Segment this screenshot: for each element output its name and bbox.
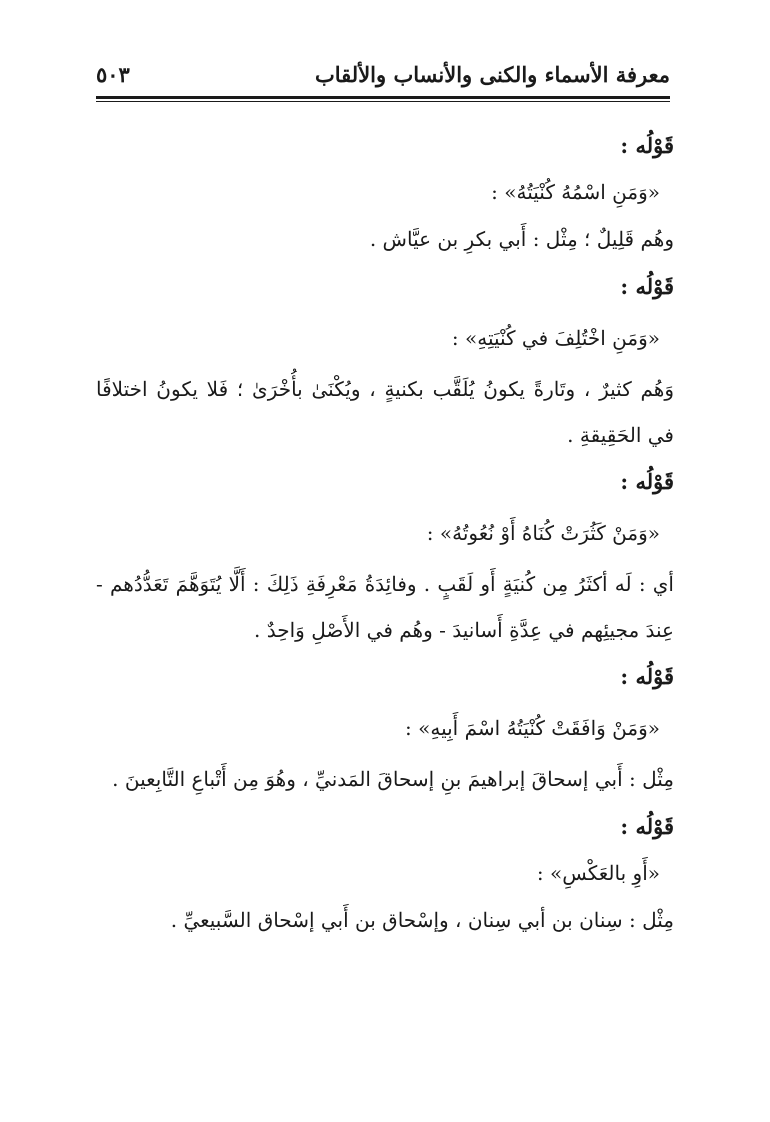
running-header — [96, 60, 670, 92]
commentary-paragraph: وَهُم كثيرٌ ، وتَارةً يكونُ يُلَقَّب بكنيةٍ ، ويُكْنَىٰ بأُخْرَىٰ ؛ فَلا يكونُ اختلافًا في الحَقِيقةِ . — [96, 377, 674, 447]
section-label: قَوْلُه : — [620, 274, 674, 299]
section-label: قَوْلُه : — [620, 469, 674, 494]
quoted-text: «وَمَنْ وَافَقَتْ كُنْيَتُهُ اسْمَ أَبِيهِ» : — [405, 716, 660, 740]
section-label: قَوْلُه : — [620, 664, 674, 689]
section-label: قَوْلُه : — [620, 814, 674, 839]
quoted-text: «وَمَنِ اخْتُلِفَ في كُنْيَتِهِ» : — [451, 326, 660, 350]
quoted-text: «وَمَنِ اسْمُهُ كُنْيَتُهُ» : — [491, 180, 660, 204]
running-title: معرفة الأسماء والكنى والأنساب والألقاب — [315, 62, 670, 87]
quoted-text: «وَمَنْ كَثُرَتْ كُنَاهُ أَوْ نُعُوتُهُ» : — [426, 521, 660, 545]
page-number: ٥٠٣ — [96, 62, 130, 87]
section-label: قَوْلُه : — [620, 133, 674, 158]
commentary-paragraph: وهُم قَلِيلٌ ؛ مِثْل : أَبي بكرِ بن عيَّاش . — [369, 227, 674, 251]
header-rule-thick — [96, 96, 670, 99]
commentary-paragraph: مِثْل : أَبي إسحاقَ إبراهيمَ بنِ إسحاقَ المَدنيِّ ، وهُوَ مِن أَتْباعِ التَّابِعينَ . — [112, 767, 674, 791]
commentary-paragraph: مِثْل : سِنان بن أبي سِنان ، وإسْحاق بن أَبي إسْحاق السَّبيعيِّ . — [170, 908, 674, 932]
commentary-paragraph: أي : لَه أكثَرُ مِن كُنيَةٍ أَو لَقَبٍ . وفائِدَةُ مَعْرِفَةِ ذَلِكَ : أَلَّا يُتَوَهَّمَ تَعَدُّدُهم - عِندَ مجيئِهم في عِدَّةِ أَسانيدَ - وهُم في الأَصْلِ وَاحِدٌ . — [96, 572, 674, 642]
page-body — [96, 122, 674, 944]
quoted-text: «أَوِ بالعَكْسِ» : — [536, 861, 660, 885]
header-rule-thin — [96, 101, 670, 102]
